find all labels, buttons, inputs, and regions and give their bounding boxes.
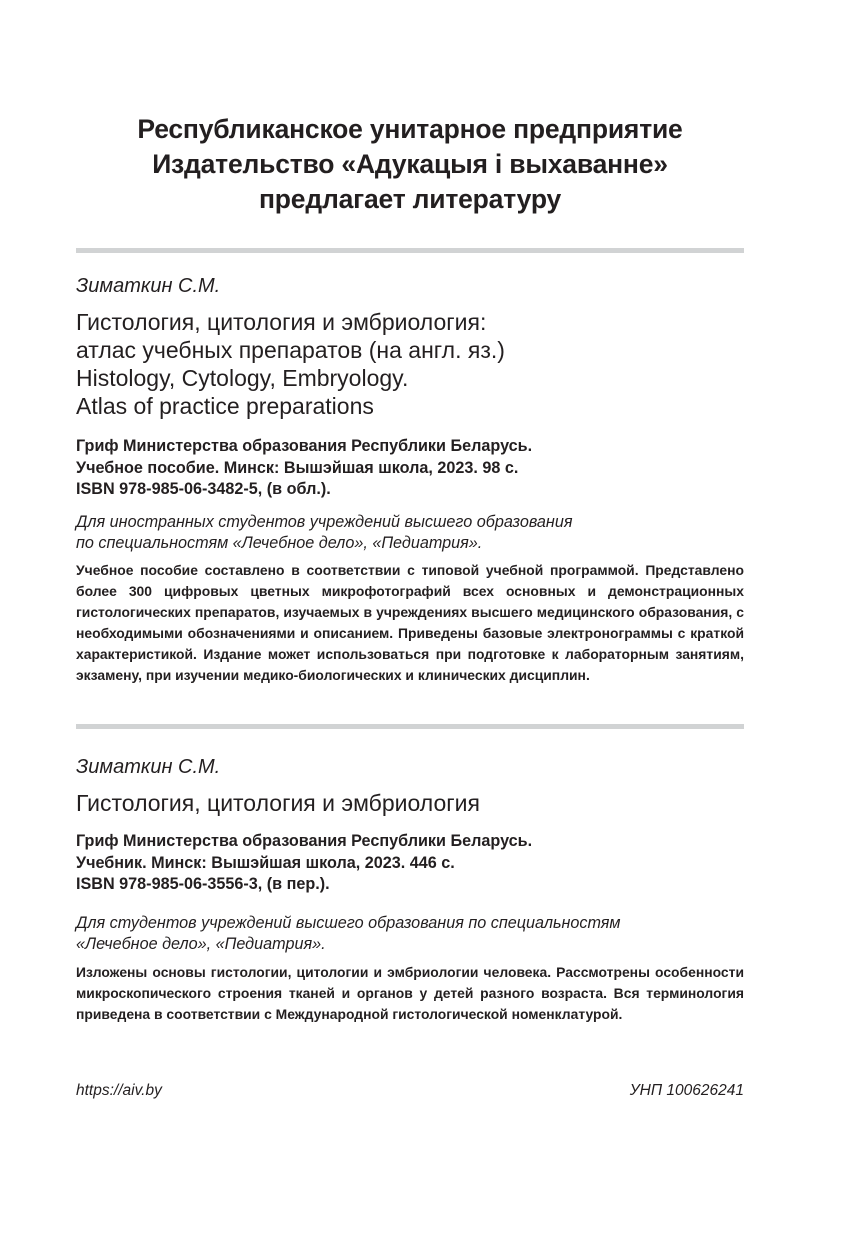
book-audience-line: по специальностям «Лечебное дело», «Педиатрия». — [76, 534, 483, 552]
book-isbn: ISBN 978-985-06-3482-5, (в обл.). — [76, 480, 331, 498]
book-entry-textbook — [76, 755, 744, 1025]
unp-number: УНП 100626241 — [629, 1082, 744, 1099]
book-publication: Учебник. Минск: Вышэйшая школа, 2023. 446 с. — [76, 853, 455, 872]
book-audience — [76, 913, 744, 956]
header-line-1: Республиканское унитарное предприятие — [137, 114, 683, 144]
book-title — [76, 789, 744, 817]
divider-top — [76, 248, 744, 253]
book-entry-atlas — [76, 274, 744, 686]
book-description: Учебное пособие составлено в соответствии с типовой учебной программой. Представлено более 300 цифровых цветных микрофотографий всех основных и демонстрационных гистологических препаратов, изучаемых в учреждениях высшего медицинского образования, с необходимыми обозначениями и описанием. Приведены базовые электронограммы с краткой характеристикой. Издание может использоваться при подготовке к лабораторным занятиям, экзамену, при изучении медико-биологических и клинических дисциплин. — [76, 561, 744, 683]
book-audience — [76, 512, 744, 555]
header-line-3: предлагает литературу — [259, 184, 561, 214]
divider-middle — [76, 724, 744, 729]
book-title-line: Atlas of practice preparations — [76, 393, 374, 419]
book-meta — [76, 831, 744, 896]
book-publication: Учебное пособие. Минск: Вышэйшая школа, 2023. 98 с. — [76, 458, 519, 477]
book-title-line: Histology, Cytology, Embryology. — [76, 365, 409, 391]
book-meta — [76, 436, 744, 501]
book-audience-line: Для студентов учреждений высшего образования по специальностям — [76, 913, 621, 932]
book-title-line: атлас учебных препаратов (на англ. яз.) — [76, 337, 505, 363]
header-line-2: Издательство «Адукацыя і выхаванне» — [152, 149, 668, 179]
book-author: Зиматкин С.М. — [76, 275, 221, 297]
book-isbn: ISBN 978-985-06-3556-3, (в пер.). — [76, 875, 330, 893]
book-approval: Гриф Министерства образования Республики Беларусь. — [76, 832, 533, 850]
website-link[interactable]: https://aiv.by — [76, 1082, 162, 1099]
book-author: Зиматкин С.М. — [76, 756, 221, 778]
book-description: Изложены основы гистологии, цитологии и эмбриологии человека. Рассмотрены особенности микроскопического строения тканей и органов у детей разного возраста. Вся терминология приведена в соответствии с Международной гистологической номенклатурой. — [76, 963, 744, 1022]
book-approval: Гриф Министерства образования Республики Беларусь. — [76, 437, 533, 455]
book-title-line: Гистология, цитология и эмбриология — [76, 790, 480, 816]
publisher-header — [76, 112, 744, 217]
book-audience-line: Для иностранных студентов учреждений высшего образования — [76, 512, 573, 531]
book-title-line: Гистология, цитология и эмбриология: — [76, 309, 487, 335]
book-audience-line: «Лечебное дело», «Педиатрия». — [76, 935, 326, 953]
book-title — [76, 308, 744, 420]
